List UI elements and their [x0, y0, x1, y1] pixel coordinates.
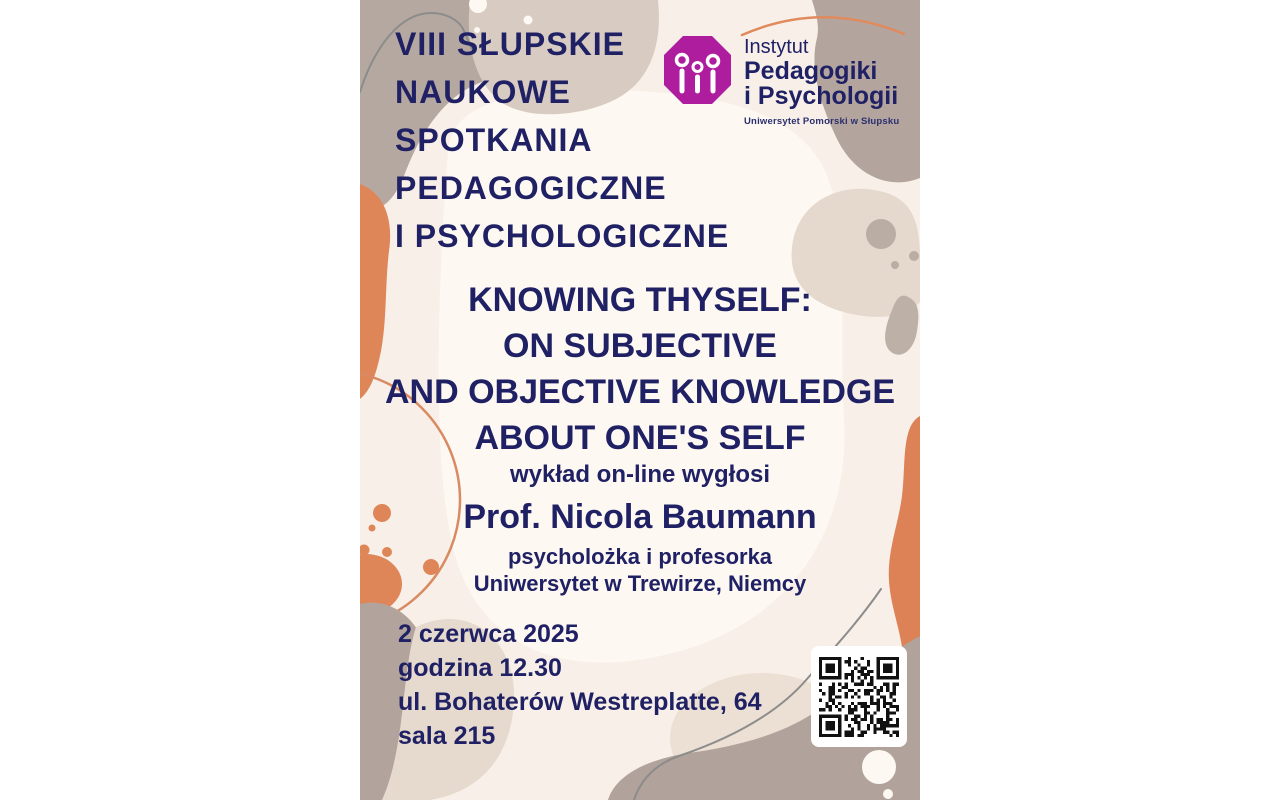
lecture-title-line-3: AND OBJECTIVE KNOWLEDGE: [384, 373, 896, 411]
series-title-line-4: PEDAGOGICZNE: [395, 170, 667, 206]
lecture-title-line-4: ABOUT ONE'S SELF: [474, 419, 806, 457]
qr-code: [811, 646, 907, 747]
speaker-role: psycholożka i profesorka: [507, 544, 773, 569]
event-address: ul. Bohaterów Westreplatte, 64: [398, 688, 762, 716]
event-room: sala 215: [398, 722, 496, 750]
institute-logo: [662, 34, 918, 134]
lecture-title: [360, 277, 920, 461]
speaker-affiliation: Uniwersytet w Trewirze, Niemcy: [473, 571, 807, 596]
logo-word-pedagogiki: Pedagogiki: [744, 57, 878, 85]
event-details: [398, 617, 762, 753]
lecture-title-line-2: ON SUBJECTIVE: [503, 327, 777, 365]
qr-code-pattern: [819, 657, 899, 737]
series-title-line-1: VIII SŁUPSKIE: [395, 26, 625, 62]
series-title-line-2: NAUKOWE: [395, 74, 571, 110]
lecture-intro-text: wykład on-line wygłosi: [509, 461, 771, 488]
series-title-line-5: I PSYCHOLOGICZNE: [395, 218, 730, 254]
logo-university-subline: Uniwersytet Pomorski w Słupsku: [744, 116, 900, 127]
speaker-name: Prof. Nicola Baumann: [463, 498, 817, 536]
lecture-title-line-1: KNOWING THYSELF:: [468, 281, 812, 319]
event-date: 2 czerwca 2025: [398, 620, 579, 648]
speaker-block: [360, 460, 920, 597]
series-title-line-3: SPOTKANIA: [395, 122, 593, 158]
three-figures-octagon-icon: [662, 34, 733, 106]
logo-word-psychologii: i Psychologii: [744, 82, 899, 110]
institute-logo-text: [744, 35, 899, 127]
logo-word-instytut: Instytut: [744, 36, 809, 58]
event-poster: [360, 0, 920, 800]
event-time: godzina 12.30: [398, 654, 562, 682]
